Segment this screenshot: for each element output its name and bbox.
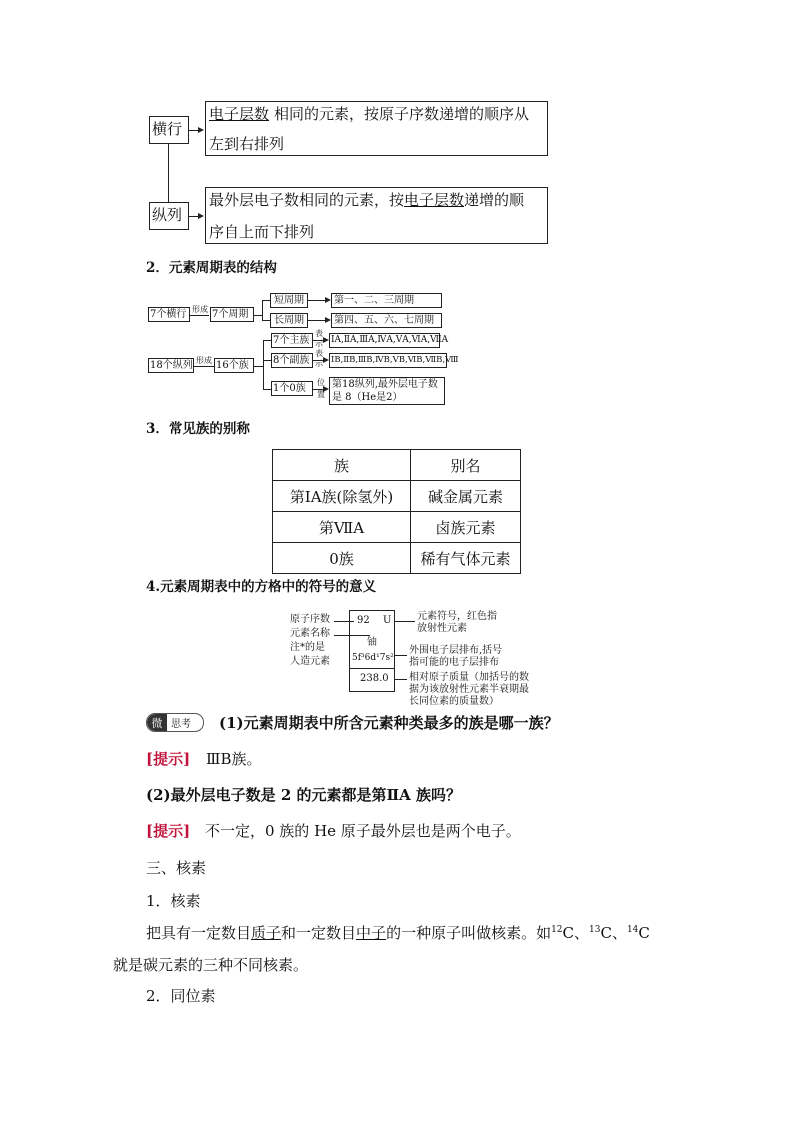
zero-pos-2: 置 bbox=[317, 390, 325, 399]
table-cell: 0族 bbox=[273, 543, 411, 574]
form2-label: 形成 bbox=[196, 356, 212, 365]
cell-right-5: 相对原子质量（加括号的数 bbox=[409, 672, 529, 683]
zero-pos-1: 位 bbox=[317, 378, 325, 387]
answer-1: ⅢB族。 bbox=[206, 750, 262, 768]
group-alias-table bbox=[272, 449, 521, 574]
zero-desc-1: 第18纵列,最外层电子数 bbox=[332, 379, 438, 390]
table-row bbox=[273, 512, 521, 543]
cell-right-7: 长同位素的质量数） bbox=[409, 696, 499, 707]
sub-branch bbox=[263, 360, 271, 361]
cell-divider bbox=[349, 668, 395, 669]
cell-config: 5f³6d¹7s² bbox=[352, 653, 394, 663]
p1-underlined-proton: 质子 bbox=[251, 924, 282, 942]
row-desc-text: 相同的元素，按原子序数递增的顺序从 bbox=[274, 105, 530, 123]
sub-rep-1: 表 bbox=[315, 349, 323, 358]
question-1: (1)元素周期表中所含元素种类最多的族是哪一族？ bbox=[219, 714, 559, 732]
cell-left-1: 原子序数 bbox=[290, 614, 330, 625]
cell-right-4: 指可能的电子层排布 bbox=[409, 657, 499, 668]
main7-label: 7个主族 bbox=[273, 335, 310, 346]
table-header-row bbox=[273, 450, 521, 481]
isotope-mass-13: 13 bbox=[589, 925, 601, 935]
sub-rep-2: 示 bbox=[315, 359, 323, 368]
table-cell: 碱金属元素 bbox=[411, 481, 521, 512]
col-desc-line2: 序自上而下排列 bbox=[209, 223, 315, 241]
isotope-mass-12: 12 bbox=[551, 925, 563, 935]
long-arrow-line bbox=[308, 320, 326, 321]
section2-heading: 2．元素周期表的结构 bbox=[146, 260, 277, 276]
main-list: ⅠA,ⅡA,ⅢA,ⅣA,ⅤA,ⅥA,ⅦA bbox=[331, 335, 449, 345]
periods7-label: 7个周期 bbox=[212, 309, 249, 320]
nuclide-sub2: 2．同位素 bbox=[146, 987, 216, 1005]
cell-name: 铀 bbox=[367, 637, 377, 648]
right-line-2 bbox=[395, 655, 407, 656]
cell-left-4: 人造元素 bbox=[290, 656, 330, 667]
p1-text-e: 的一种原子叫做核素。如 bbox=[386, 924, 552, 942]
form1-label: 形成 bbox=[192, 305, 208, 314]
isotope-mass-14: 14 bbox=[626, 925, 639, 935]
row-label: 横行 bbox=[152, 120, 183, 138]
right-line-1 bbox=[395, 621, 415, 622]
table-cell: 第ⅦA bbox=[273, 512, 411, 543]
row-desc-underlined: 电子层数 bbox=[209, 105, 270, 123]
short-branch bbox=[262, 300, 270, 301]
long-desc: 第四、五、六、七周期 bbox=[334, 315, 434, 326]
think-badge bbox=[146, 713, 204, 732]
short-period-label: 短周期 bbox=[274, 295, 304, 306]
col-desc-text-b: 递增的顺 bbox=[464, 191, 525, 209]
zero-branch bbox=[263, 389, 271, 390]
cell-number: 92 bbox=[357, 615, 370, 626]
table-header-cell: 别名 bbox=[411, 450, 521, 481]
periods-branch-vert bbox=[262, 300, 263, 320]
think-badge-dot: 微 bbox=[147, 714, 167, 731]
nuclide-sub1: 1．核素 bbox=[146, 892, 201, 910]
long-period-label: 长周期 bbox=[274, 315, 304, 326]
nuclide-paragraph-line1 bbox=[146, 926, 650, 941]
groups16-label: 16个族 bbox=[216, 360, 249, 371]
carbon-symbol-1: C、 bbox=[562, 924, 590, 942]
p1-text-a: 把具有一定数目 bbox=[146, 924, 252, 942]
main-rep-2: 示 bbox=[315, 339, 323, 348]
sub8-label: 8个副族 bbox=[273, 355, 310, 366]
row-desc-line2: 左到右排列 bbox=[209, 135, 285, 153]
groups-branch-vert bbox=[263, 340, 264, 389]
table-cell: 稀有气体元素 bbox=[411, 543, 521, 574]
cell-left-3: 注*的是 bbox=[290, 642, 325, 653]
table-header-cell: 族 bbox=[273, 450, 411, 481]
zero1-label: 1个0族 bbox=[273, 383, 306, 394]
form2-line bbox=[194, 366, 214, 367]
cell-mass: 238.0 bbox=[360, 673, 389, 684]
main-rep-1: 表 bbox=[315, 329, 323, 338]
table-row bbox=[273, 481, 521, 512]
nuclide-heading: 三、核素 bbox=[146, 859, 207, 877]
p1-underlined-neutron: 中子 bbox=[356, 924, 387, 942]
col-desc-line1 bbox=[209, 193, 524, 208]
long-branch bbox=[262, 320, 270, 321]
think-badge-text: 思考 bbox=[171, 719, 191, 730]
table-cell: 第ⅠA族(除氢外) bbox=[273, 481, 411, 512]
answer-2: 不一定，0 族的 He 原子最外层也是两个电子。 bbox=[205, 822, 521, 840]
main-branch bbox=[263, 340, 271, 341]
question-2: (2)最外层电子数是 2 的元素都是第ⅡA 族吗？ bbox=[146, 786, 462, 804]
right-line-3 bbox=[395, 679, 407, 680]
hint-label-1: [提示] bbox=[146, 750, 191, 768]
carbon-symbol-3: C bbox=[638, 924, 650, 942]
cols18-label: 18个纵列 bbox=[150, 360, 193, 371]
nuclide-paragraph-line2: 就是碳元素的三种不同核素。 bbox=[113, 956, 309, 974]
cell-right-6: 据为该放射性元素半衰期最 bbox=[409, 684, 529, 695]
sub-list: ⅠB,ⅡB,ⅢB,ⅣB,ⅤB,ⅥB,ⅦB,Ⅷ bbox=[331, 355, 459, 365]
row-arrow-head bbox=[198, 127, 204, 133]
row-col-connector bbox=[168, 144, 169, 202]
col-arrow-head bbox=[198, 213, 204, 219]
short-arrow-line bbox=[308, 300, 326, 301]
cell-right-3: 外围电子层排布,括号 bbox=[409, 645, 503, 656]
cell-right-2: 放射性元素 bbox=[417, 623, 467, 634]
col-desc-underlined: 电子层数 bbox=[404, 191, 465, 209]
short-desc: 第一、二、三周期 bbox=[334, 295, 414, 306]
carbon-symbol-2: C、 bbox=[600, 924, 627, 942]
col-label: 纵列 bbox=[152, 206, 183, 224]
row-desc-line1 bbox=[209, 107, 529, 122]
table-row bbox=[273, 543, 521, 574]
cell-symbol: U bbox=[383, 615, 392, 626]
form1-line bbox=[190, 315, 209, 316]
p1-text-c: 和一定数目 bbox=[281, 924, 357, 942]
cell-right-1: 元素符号，红色指 bbox=[417, 611, 497, 622]
rows7-label: 7个横行 bbox=[150, 309, 187, 320]
section3-heading: 3．常见族的别称 bbox=[146, 421, 250, 437]
cell-left-2: 元素名称 bbox=[290, 628, 330, 639]
section4-heading: 4.元素周期表中的方格中的符号的意义 bbox=[146, 579, 377, 595]
col-desc-text-a: 最外层电子数相同的元素，按 bbox=[209, 191, 405, 209]
zero-desc-2: 是 8（He是2） bbox=[332, 392, 403, 403]
hint-label-2: [提示] bbox=[146, 822, 191, 840]
table-cell: 卤族元素 bbox=[411, 512, 521, 543]
groups-branch-line bbox=[254, 366, 263, 367]
periods-branch-line bbox=[254, 315, 262, 316]
